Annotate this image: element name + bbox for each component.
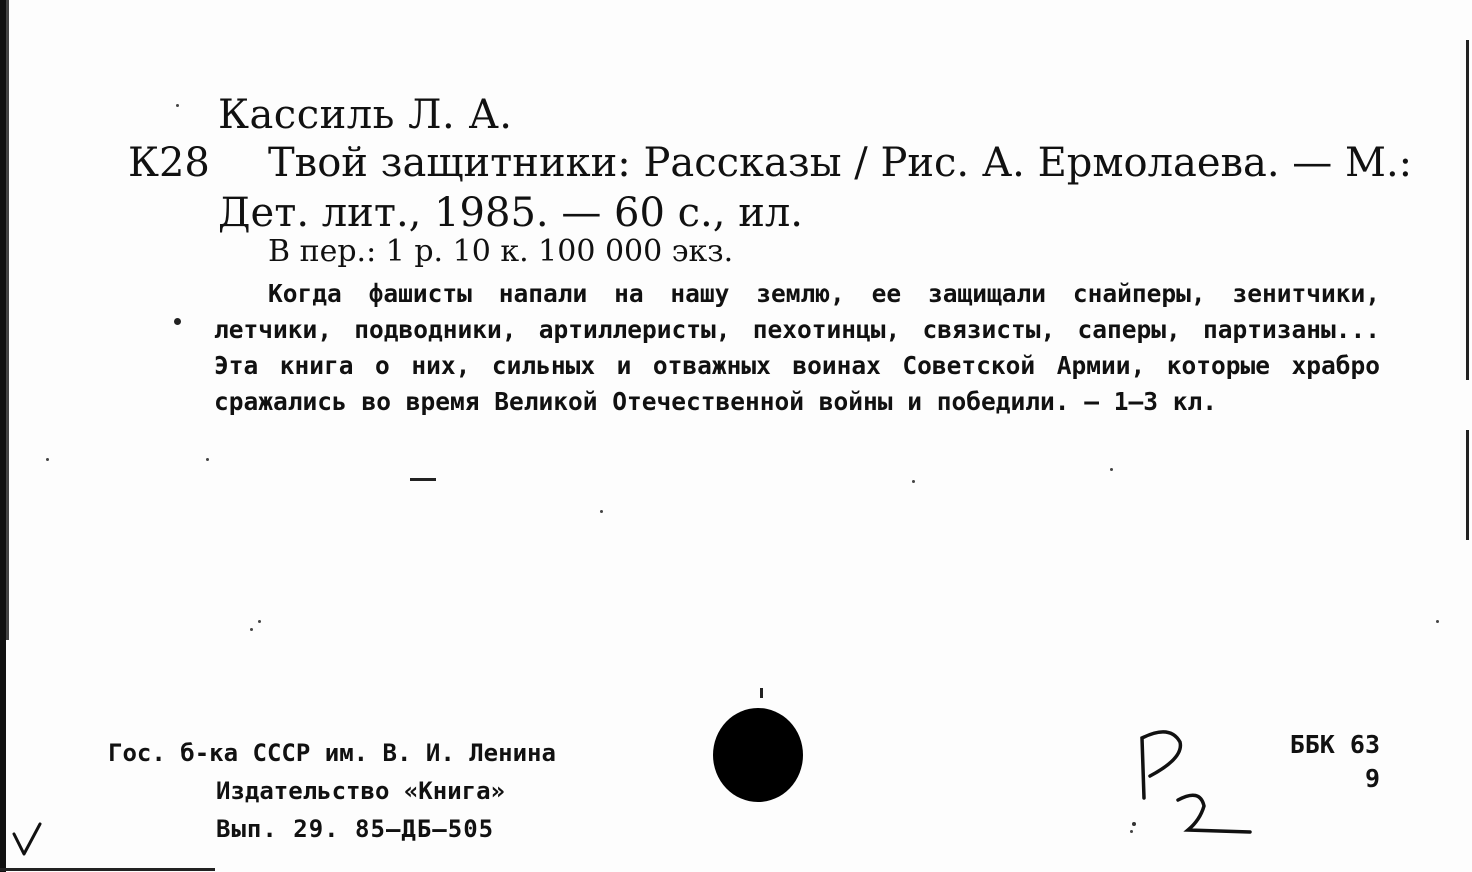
card-author: Кассиль Л. А. [218,92,513,138]
title-line: Твой защитники: Рассказы / Рис. А. Ермолаева. — М.: [268,140,1413,186]
speck [176,104,179,107]
speck [250,628,253,631]
checkmark-icon [8,820,48,860]
annotation-block [214,276,1380,420]
issue-number: Вып. 29. 85—ДБ—505 [216,815,495,843]
publisher-name: Издательство «Книга» [216,777,505,805]
speck [258,620,261,623]
shelf-mark: К28 [128,140,210,186]
speck [46,458,49,461]
speck [912,480,915,483]
speck [1130,830,1133,833]
bbk-classification [1260,728,1380,796]
bbk-sub: 9 [1364,764,1380,793]
scan-edge-right [1466,40,1469,380]
bullet-dot [174,318,181,325]
hole-tick [760,688,763,698]
speck [1436,620,1439,623]
library-name: Гос. б-ка СССР им. В. И. Ленина [108,739,556,767]
speck [206,458,209,461]
library-info [108,734,556,848]
scan-edge-right-lower [1466,430,1469,540]
price-line: В пер.: 1 р. 10 к. 100 000 экз. [268,234,734,269]
scan-edge-bottom [0,868,215,871]
dash-mark [410,478,436,481]
speck [600,510,603,513]
annotation-text: Когда фашисты напали на нашу землю, ее защищали снайперы, зенитчики, летчики, подводники, артиллеристы, пехотинцы, связисты, саперы, партизаны... Эта книга о них, сильных и отважных воинах Советской Армии, которые храбро сражались во время Великой Отечественной войны и победили. — 1—3 кл. [214,279,1380,416]
scan-edge-left-inner [6,0,9,640]
punch-hole-icon [713,708,803,802]
bbk-code: ББК 63 [1289,730,1380,759]
publisher-line: Дет. лит., 1985. — 60 с., ил. [218,190,803,236]
handwritten-r2-icon [1130,720,1270,840]
speck [1110,468,1113,471]
